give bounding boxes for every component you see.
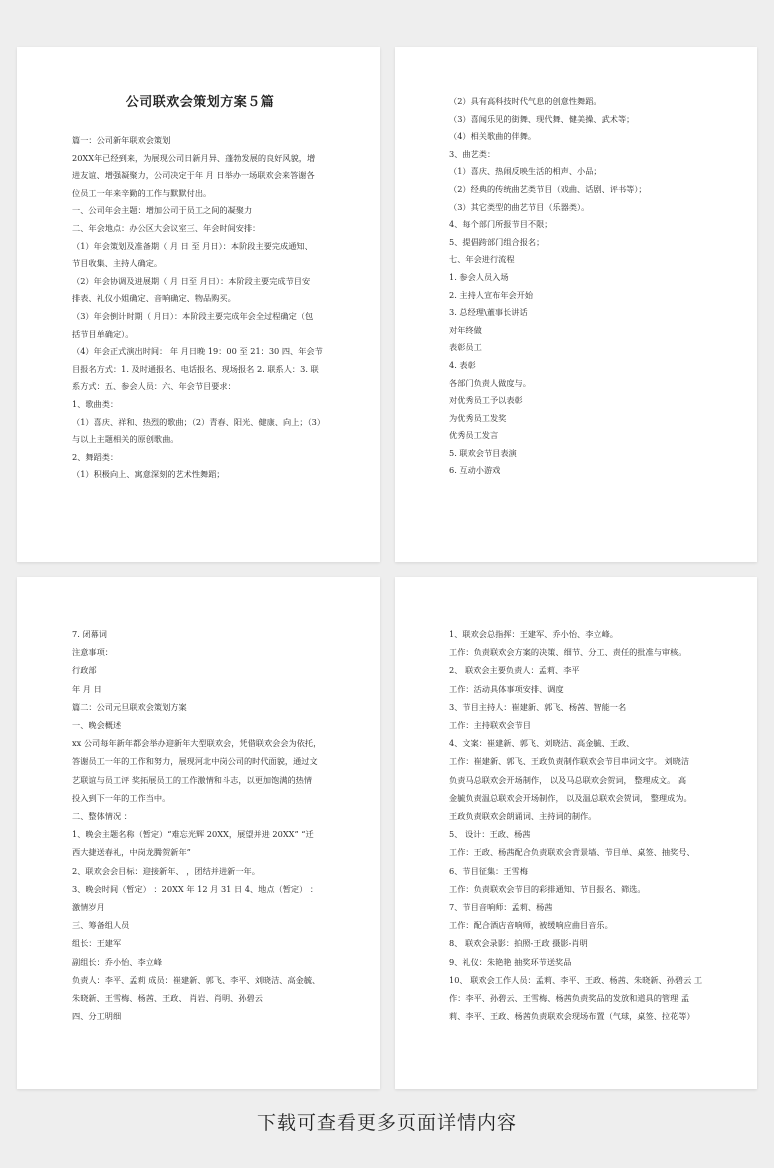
text-line: 答谢员工一年的工作和努力，展现河北中岗公司的时代面貌，通过文	[72, 756, 318, 767]
text-line: 三、筹备组人员	[72, 920, 130, 931]
text-line: 1、歌曲类：	[72, 398, 119, 409]
text-line: 作：李平、孙碧云、王雪梅、杨茜负责奖品的发放和道具的管理 孟	[449, 993, 690, 1004]
text-line: 二、年会地点：办公区大会议室三、年会时间安排：	[72, 222, 261, 233]
text-line: 金毓负责温总联欢会开场制作， 以及温总联欢会贺词， 整理成为。	[449, 792, 692, 803]
text-line: 负责马总联欢会开场制作， 以及马总联欢会贺词， 整理成文。 高	[449, 774, 687, 785]
text-line: 7、节目音响师：孟莉、杨茜	[449, 902, 553, 913]
text-line: 3、曲艺类：	[449, 148, 496, 159]
text-line: 工作：负责联欢会方案的决策、细节、分工、责任的批准与审核。	[449, 647, 687, 658]
text-line: 年 月 日	[72, 683, 102, 694]
text-line: 二、整体情况 ：	[72, 811, 132, 822]
text-line: 3、节目主持人：崔建新、郭飞、杨茜、智能一名	[449, 701, 627, 712]
text-line: 2、 联欢会主要负责人：孟莉、李平	[449, 665, 580, 676]
text-line: 一、晚会概述	[72, 720, 122, 731]
page-2-content	[449, 93, 705, 480]
text-line: 3、晚会时间（暂定） ：20XX 年 12 月 31 日 4、地点（暂定） ：	[72, 883, 319, 894]
text-line: 艺联谊与员工评 奖拓展员工的工作激情和斗志，以更加饱满的热情	[72, 774, 313, 785]
text-line: 2、联欢会会目标：迎接新年、 ，团结并进新一年。	[72, 865, 260, 876]
text-line: 节目收集、主持人确定。	[72, 258, 163, 269]
document-page-2	[395, 47, 757, 562]
text-line: 为优秀员工发奖	[449, 412, 507, 423]
text-line: 副组长：乔小怡、李立峰	[72, 956, 163, 967]
text-line: （4）相关歌曲的伴舞。	[449, 131, 537, 142]
document-page-1	[17, 47, 380, 562]
text-line: 2、舞蹈类：	[72, 451, 119, 462]
text-line: 篇二：公司元旦联欢会策划方案	[72, 701, 187, 712]
text-line: 10、 联欢会工作人员：孟莉、李平、王政、杨茜、朱晓新、孙碧云 工	[449, 974, 703, 985]
text-line: 工作：活动具体事项安排、调度	[449, 683, 564, 694]
document-page-3	[17, 577, 380, 1089]
text-line: （1）喜庆、祥和、热烈的歌曲；（2）青春、阳光、健康、向上；（3）	[72, 416, 326, 427]
text-line: 行政部	[72, 665, 97, 676]
text-line: （1）喜庆、热闹反映生活的相声、小品；	[449, 166, 602, 177]
text-line: （3）喜闻乐见的街舞、现代舞、健美操、武术等；	[449, 113, 635, 124]
text-line: （2）年会协调及进展期（ 月 日至 月日）：本阶段主要完成节目安	[72, 275, 311, 286]
text-line: 篇一：公司新年联欢会策划	[72, 135, 171, 145]
text-line: 6. 互动小游戏	[449, 465, 501, 476]
text-line: （1）年会策划及准备期（ 月 日 至 月日）：本阶段主要完成通知、	[72, 240, 313, 251]
text-line: 括节目单确定）。	[72, 328, 134, 339]
document-page-4	[395, 577, 757, 1089]
text-line: 目报名方式：1. 及时通报名、电话报名、现场报名 2. 联系人：3. 联	[72, 363, 319, 374]
page-4-content	[449, 625, 705, 1025]
text-line: 20XX年已经到来，为展现公司日新月异、蓬勃发展的良好风貌，增	[72, 152, 316, 163]
page-title: 公司联欢会策划方案５篇	[125, 95, 275, 110]
text-line: 进友谊、增强凝聚力，公司决定于年 月 日举办一场联欢会来答谢各	[72, 170, 315, 181]
text-line: 排表、礼仪小姐确定、音响确定、物品购买。	[72, 293, 236, 304]
text-line: 王政负责联欢会朗诵词、主持词的制作。	[449, 811, 597, 822]
text-line: 与以上主题相关的原创歌曲。	[72, 434, 179, 445]
text-line: 负责人：李平、孟莉 成员：崔建新、郭飞、李平、刘晓洁、高金毓、	[72, 974, 321, 985]
text-line: （1）积极向上、寓意深刻的艺术性舞蹈；	[72, 469, 225, 480]
text-line: 西大捷送春礼，中岗龙腾贺新年”	[72, 847, 191, 858]
text-line: （2）具有高科技时代气息的创意性舞蹈。	[449, 96, 602, 106]
text-line: 3. 总经理\董事长讲话	[449, 307, 528, 318]
text-line: 2. 主持人宣布年会开始	[449, 289, 534, 300]
text-line: 激情岁月	[72, 902, 105, 913]
text-line: 5. 联欢会节目表演	[449, 447, 517, 458]
text-line: 组长：王建军	[72, 938, 122, 949]
text-line: 对年终做	[449, 324, 482, 335]
text-line: 8、 联欢会录影：拍照-王政 摄影-肖明	[449, 938, 588, 949]
text-line: 工作：配合酒店音响师，被缓响应曲目音乐。	[449, 920, 613, 931]
text-line: 4. 表彰	[449, 359, 476, 370]
text-line: 位员工一年来辛勤的工作与默默付出。	[72, 187, 212, 198]
text-line: 1、晚会主题名称（暂定）“难忘光辉 20XX，展望并进 20XX” “迁	[72, 829, 314, 840]
text-line: 优秀员工发言	[449, 430, 499, 441]
text-line: 6、节目征集：王雪梅	[449, 865, 528, 876]
text-line: 朱晓新、王雪梅、杨茜、王政、 肖岩、肖明、孙碧云	[72, 993, 263, 1004]
text-line: 一、公司年会主题：增加公司于员工之间的凝聚力	[72, 205, 253, 216]
text-line: 5、提倡跨部门组合报名；	[449, 236, 545, 247]
text-line: （3）年会倒计时期（ 月日）：本阶段主要完成年会全过程确定（包	[72, 310, 314, 321]
text-line: （2）经典的传统曲艺类节目（戏曲、话剧、评书等）；	[449, 183, 647, 194]
text-line: （3）其它类型的曲艺节目（乐器类）。	[449, 201, 590, 212]
text-line: 1、联欢会总指挥：王建军、乔小怡、李立峰。	[449, 629, 618, 639]
text-line: 4、文案：崔建新、郭飞、刘晓洁、高金毓、王政、	[449, 738, 635, 749]
text-line: 系方式：五、参会人员：六、年会节目要求：	[72, 381, 236, 392]
text-line: 七、年会进行流程	[449, 254, 515, 265]
text-line: （4）年会正式演出时间： 年 月日晚 19：00 至 21：30 四、年会节	[72, 346, 323, 357]
download-more-prompt[interactable]: 下载可查看更多页面详情内容	[256, 1112, 517, 1134]
text-line: 对优秀员工予以表彰	[449, 395, 523, 406]
text-line: 5、 设计：王政、杨茜	[449, 829, 531, 840]
text-line: 工作：崔建新、郭飞、王政负责制作联欢会节目串词文字。 刘晓洁	[449, 756, 690, 767]
page-3-content	[72, 625, 328, 1025]
text-line: 4、每个部门所报节目不限；	[449, 219, 553, 230]
text-line: 工作：主持联欢会节目	[449, 720, 531, 731]
text-line: 莉、李平、王政、杨茜负责联欢会现场布置（气球，桌签、拉花等）	[449, 1011, 695, 1022]
text-line: xx 公司每年新年都会举办迎新年大型联欢会，凭借联欢会会为依托，	[72, 738, 322, 749]
text-line: 表彰员工	[449, 342, 482, 353]
text-line: 7. 闭幕词	[72, 629, 107, 639]
text-line: 注意事项：	[72, 647, 113, 658]
text-line: 9、礼仪：朱艳艳 抽奖环节送奖品	[449, 956, 572, 967]
text-line: 四、分工明细	[72, 1011, 122, 1022]
page-1-content	[72, 91, 328, 484]
text-line: 各部门负责人做度与。	[449, 377, 531, 388]
text-line: 工作：王政、杨茜配合负责联欢会背景墙、节目单、桌签、抽奖号、	[449, 847, 695, 858]
text-line: 工作：负责联欢会节目的彩排通知、节目报名、筛选。	[449, 883, 646, 894]
text-line: 投入到下一年的工作当中。	[72, 792, 171, 803]
text-line: 1. 参会人员入场	[449, 271, 509, 282]
